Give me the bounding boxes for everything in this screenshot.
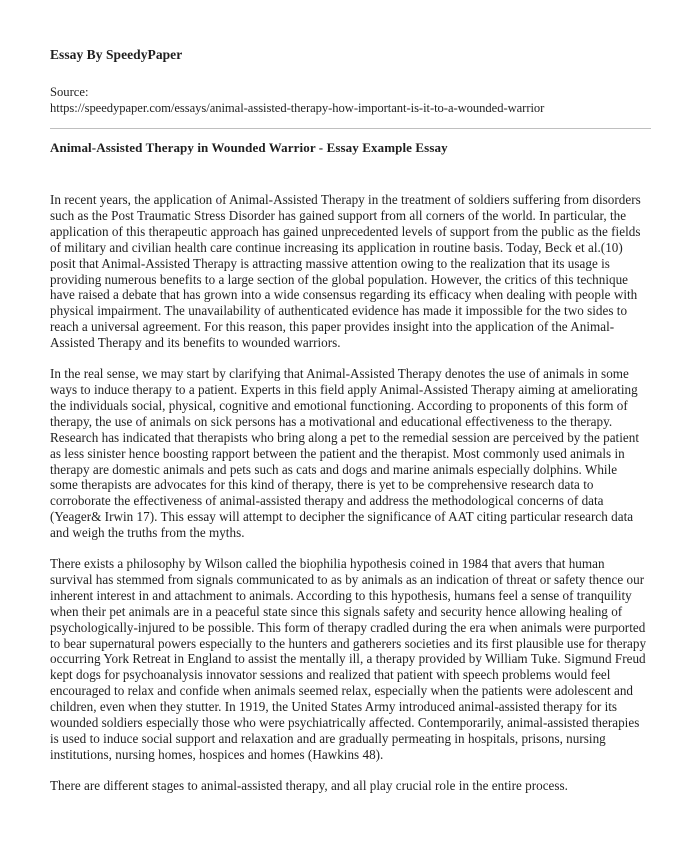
- essay-paragraph-4: There are different stages to animal-assisted therapy, and all play crucial role in the entire process.: [50, 777, 568, 793]
- divider: [50, 128, 651, 129]
- essay-paragraph-3: There exists a philosophy by Wilson called the biophilia hypothesis coined in 1984 that avers that human survival has stemmed from signals communicated to as by animals as an indication of threat or safety thence our inherent interest in and attachment to animals. According to this hypothesis, humans feel a sense of tranquility when their pet animals are in a peaceful state since this signals safety and security hence allowing healing of psychologically-injured to be possible. This form of therapy cradled during the era when animals were purported to bear supernatural powers especially to the hunters and gatherers societies and its first plausible use for therapy occurring York Retreat in England to assist the mentally ill, a therapy provided by William Tuke. Sigmund Freud kept dogs for psychoanalysis innovator sessions and realized that patient with speech problems would feel encouraged to relax and confide when animals seemed relax, especially when the patients were adolescent and children, even when they stutter. In 1919, the United States Army introduced animal-assisted therapy for its wounded soldiers especially those who were psychiatrically affected. Contemporarily, animal-assisted therapies is used to induce social support and relaxation and are gradually permeating in hospitals, prisons, nursing institutions, nursing homes, hospices and homes (Hawkins 48).: [50, 556, 647, 762]
- document-header-title: Essay By SpeedyPaper: [50, 47, 183, 62]
- essay-paragraph-2: In the real sense, we may start by clarifying that Animal-Assisted Therapy denotes the use of animals in some ways to induce therapy to a patient. Experts in this field apply Animal-Assisted Therapy aiming at ameliorating the individuals social, physical, cognitive and emotional functioning. According to proponents of this form of therapy, the use of animals on sick persons has a motivational and educational effectiveness to the therapy. Research has indicated that therapists who bring along a pet to the remedial session are perceived by the patient as less sinister hence boosting rapport between the patient and the therapist. Most commonly used animals in therapy are domestic animals and pets such as cats and dogs and marine animals especially dolphins. While some therapists are advocates for this kind of therapy, there is yet to be comprehensive research data to corroborate the effectiveness of animal-assisted therapy and address the methodological concerns of data (Yeager& Irwin 17). This essay will attempt to decipher the significance of AAT citing particular research data and weigh the truths from the myths.: [50, 366, 640, 541]
- source-url[interactable]: https://speedypaper.com/essays/animal-assisted-therapy-how-important-is-it-to-a-wounded-warrior: [50, 101, 545, 115]
- source-block: [50, 84, 648, 116]
- essay-body: [50, 192, 648, 794]
- essay-paragraph-1: In recent years, the application of Animal-Assisted Therapy in the treatment of soldiers suffering from disorders such as the Post Traumatic Stress Disorder has gained support from all corners of the world. In particular, the application of this therapeutic approach has gained unprecedented levels of support from the public as the fields of military and civilian health care continue increasing its application in routine basis. Today, Beck et al.(10) posit that Animal-Assisted Therapy is attracting massive attention owing to the realization that its usage is providing numerous benefits to a large section of the global population. However, the critics of this technique have raised a debate that has grown into a wide consensus regarding its efficacy when dealing with people with physical impairment. The unavailability of authenticated evidence has made it impossible for the two sides to reach a universal agreement. For this reason, this paper provides insight into the application of the Animal-Assisted Therapy and its benefits to wounded warriors.: [50, 192, 641, 351]
- essay-title: Animal-Assisted Therapy in Wounded Warrior - Essay Example Essay: [50, 140, 448, 155]
- source-label: Source:: [50, 85, 89, 99]
